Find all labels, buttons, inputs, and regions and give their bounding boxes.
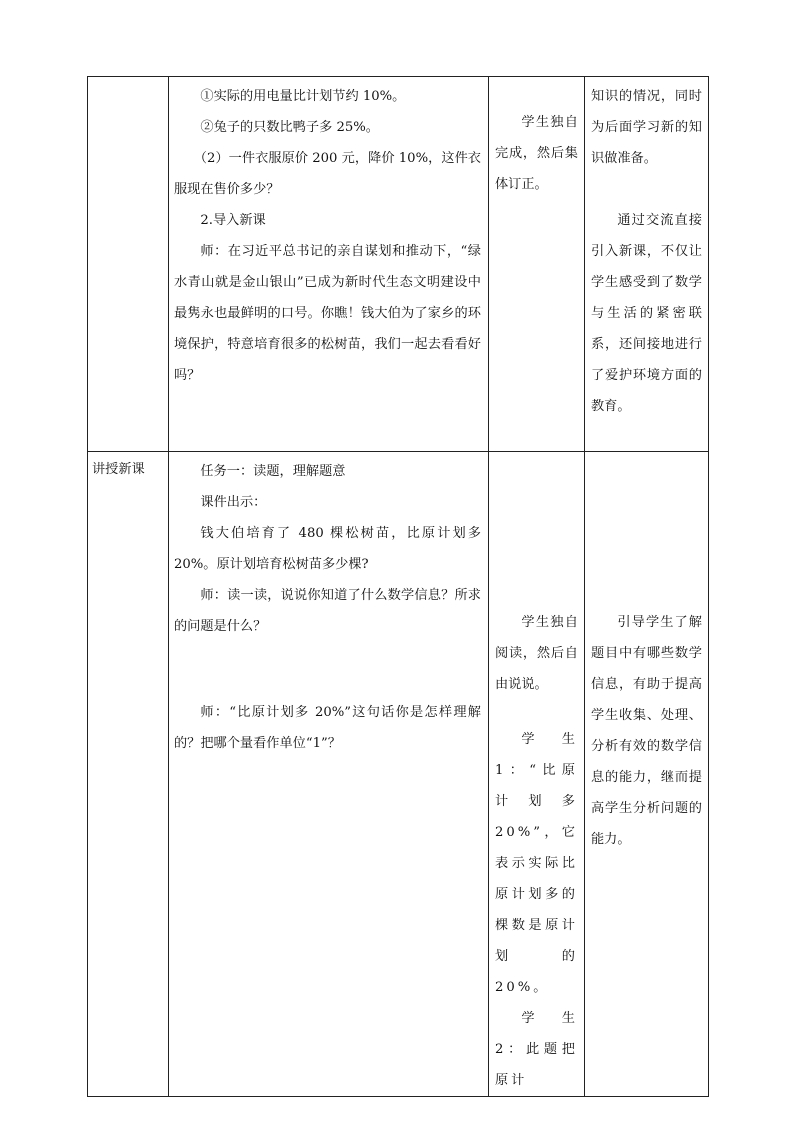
section-label [88, 77, 168, 79]
teacher-line: （2）一件衣服原价 200 元，降价 10%，这件衣服现在售价多少？ [174, 151, 481, 197]
teacher-activity-cell [169, 77, 489, 452]
teacher-line: ①实际的用电量比计划节约 10%。 [200, 89, 406, 104]
student-activity-cell [489, 77, 585, 452]
student-line: 学生 1：“比原计划多 20%”，它表示实际比原计划多的棵数是原计划的 20%。 [495, 732, 578, 995]
design-intent-cell [585, 77, 709, 452]
table-row [88, 452, 709, 1097]
student-activity-cell [489, 452, 585, 1097]
table-row [88, 77, 709, 452]
student-line: 学生 2：此题把原计 [495, 1011, 578, 1088]
teacher-line: 课件出示： [200, 495, 267, 510]
lesson-plan-table [87, 76, 709, 1097]
intent-line: 通过交流直接引入新课，不仅让学生感受到了数学与生活的紧密联系，还间接地进行了爱护环境方面的教育。 [591, 213, 702, 414]
section-label: 讲授新课 [92, 462, 145, 477]
teacher-line: 师：读一读，说说你知道了什么数学信息？所求的问题是什么？ [174, 588, 481, 634]
teacher-line: 师：“比原计划多 20%”这句话你是怎样理解的？把哪个量看作单位“1”？ [174, 705, 481, 751]
design-intent-cell [585, 452, 709, 1097]
intent-line: 引导学生了解题目中有哪些数学信息，有助于提高学生收集、处理、分析有效的数学信息的能力，继而提高学生分析问题的能力。 [591, 615, 702, 847]
teacher-line: ②兔子的只数比鸭子多 25%。 [200, 120, 379, 135]
section-cell [88, 77, 169, 452]
teacher-line: 钱大伯培育了 480 棵松树苗，比原计划多 20%。原计划培育松树苗多少棵? [174, 526, 481, 572]
teacher-line: 2.导入新课 [200, 213, 266, 228]
section-cell [88, 452, 169, 1097]
student-line: 学生独自完成，然后集体订正。 [495, 115, 578, 192]
teacher-line: 任务一：读题，理解题意 [200, 464, 346, 479]
student-line: 学生独自阅读，然后自由说说。 [495, 615, 578, 692]
teacher-activity-cell [169, 452, 489, 1097]
intent-line: 知识的情况，同时为后面学习新的知识做准备。 [591, 89, 702, 166]
teacher-line: 师：在习近平总书记的亲自谋划和推动下，“绿水青山就是金山银山”已成为新时代生态文明建设中最隽永也最鲜明的口号。你瞧！钱大伯为了家乡的环境保护，特意培育很多的松树苗，我们一起去看看好吗？ [174, 244, 481, 383]
